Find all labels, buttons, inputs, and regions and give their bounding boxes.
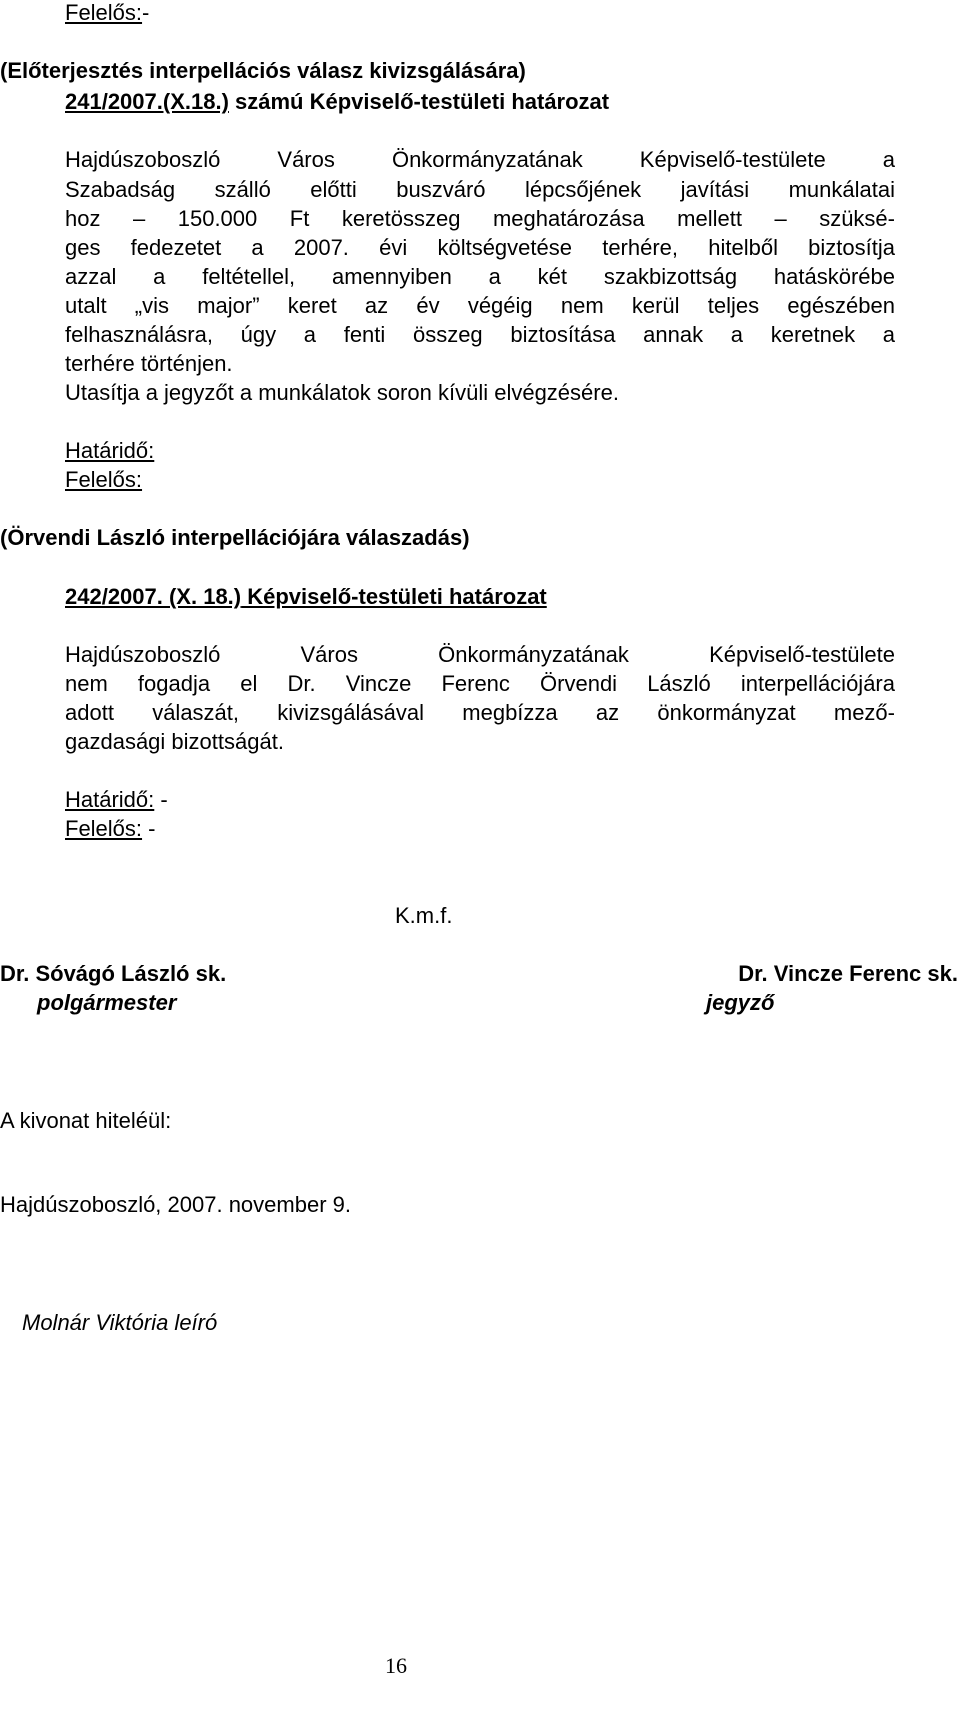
section2-body-line: adott válaszát, kivizsgálásával megbízza az önkormányzat mező- — [65, 700, 895, 725]
section1-body-line: felhasználásra, úgy a fenti összeg biztosítása annak a keretnek a — [65, 322, 895, 347]
section2-hatarido-label: Határidő: — [65, 787, 155, 812]
section2-resolution-title — [65, 584, 547, 610]
signer-left-name: Dr. Sóvágó László sk. — [0, 961, 227, 986]
section1-body-line: hoz – 150.000 Ft keretösszeg meghatározása mellett – szüksé- — [65, 206, 895, 231]
section2-hatarido-value: - — [160, 787, 168, 812]
section1-felelos-label: Felelős: — [65, 467, 143, 492]
section1-resolution-number: 241/2007.(X.18.) — [65, 89, 229, 114]
signer-right-title: jegyző — [706, 990, 775, 1015]
top-felelos-value: - — [142, 0, 150, 25]
section1-heading: (Előterjesztés interpellációs válasz kivizsgálására) — [0, 58, 526, 83]
section2-heading: (Örvendi László interpellációjára válaszadás) — [0, 525, 470, 550]
section1-body-line: Szabadság szálló előtti buszváró lépcsőjének javítási munkálatai — [65, 177, 895, 202]
section2-resolution-suffix: Képviselő-testületi határozat — [241, 584, 547, 609]
kmf-label: K.m.f. — [395, 903, 453, 928]
section2-resolution-number: 242/2007. (X. 18.) — [65, 584, 242, 609]
section1-resolution-suffix: számú Képviselő-testületi határozat — [228, 89, 610, 114]
signer-left-title: polgármester — [37, 990, 177, 1015]
section2-felelos-value: - — [148, 816, 156, 841]
top-felelos — [65, 0, 149, 26]
recorder-line: Molnár Viktória leíró — [22, 1310, 218, 1335]
section1-body-line: azzal a feltétellel, amennyiben a két szakbizottság hatáskörébe — [65, 264, 895, 289]
certified-label: A kivonat hiteléül: — [0, 1108, 172, 1133]
section1-body-line: Hajdúszoboszló Város Önkormányzatának Képviselő-testülete a — [65, 147, 895, 172]
signer-right-name: Dr. Vincze Ferenc sk. — [738, 961, 958, 986]
section1-resolution-title — [65, 89, 609, 115]
section1-body-line: ges fedezetet a 2007. évi költségvetése terhére, hitelből biztosítja — [65, 235, 895, 260]
place-date: Hajdúszoboszló, 2007. november 9. — [0, 1192, 351, 1217]
section1-body-line: terhére történjen. — [65, 351, 233, 376]
section1-hatarido-label: Határidő: — [65, 438, 155, 463]
top-felelos-label: Felelős: — [65, 0, 143, 25]
section2-body-line: nem fogadja el Dr. Vincze Ferenc Örvendi László interpellációjára — [65, 671, 895, 696]
section2-body-line: Hajdúszoboszló Város Önkormányzatának Képviselő-testülete — [65, 642, 895, 667]
section1-body-line: utalt „vis major” keret az év végéig nem kerül teljes egészében — [65, 293, 895, 318]
section1-instruction: Utasítja a jegyzőt a munkálatok soron kívüli elvégzésére. — [65, 380, 619, 405]
section2-felelos-label: Felelős: — [65, 816, 143, 841]
section2-felelos — [65, 816, 156, 842]
page-number: 16 — [385, 1653, 407, 1678]
section2-body-line: gazdasági bizottságát. — [65, 729, 284, 754]
section2-hatarido — [65, 787, 168, 813]
